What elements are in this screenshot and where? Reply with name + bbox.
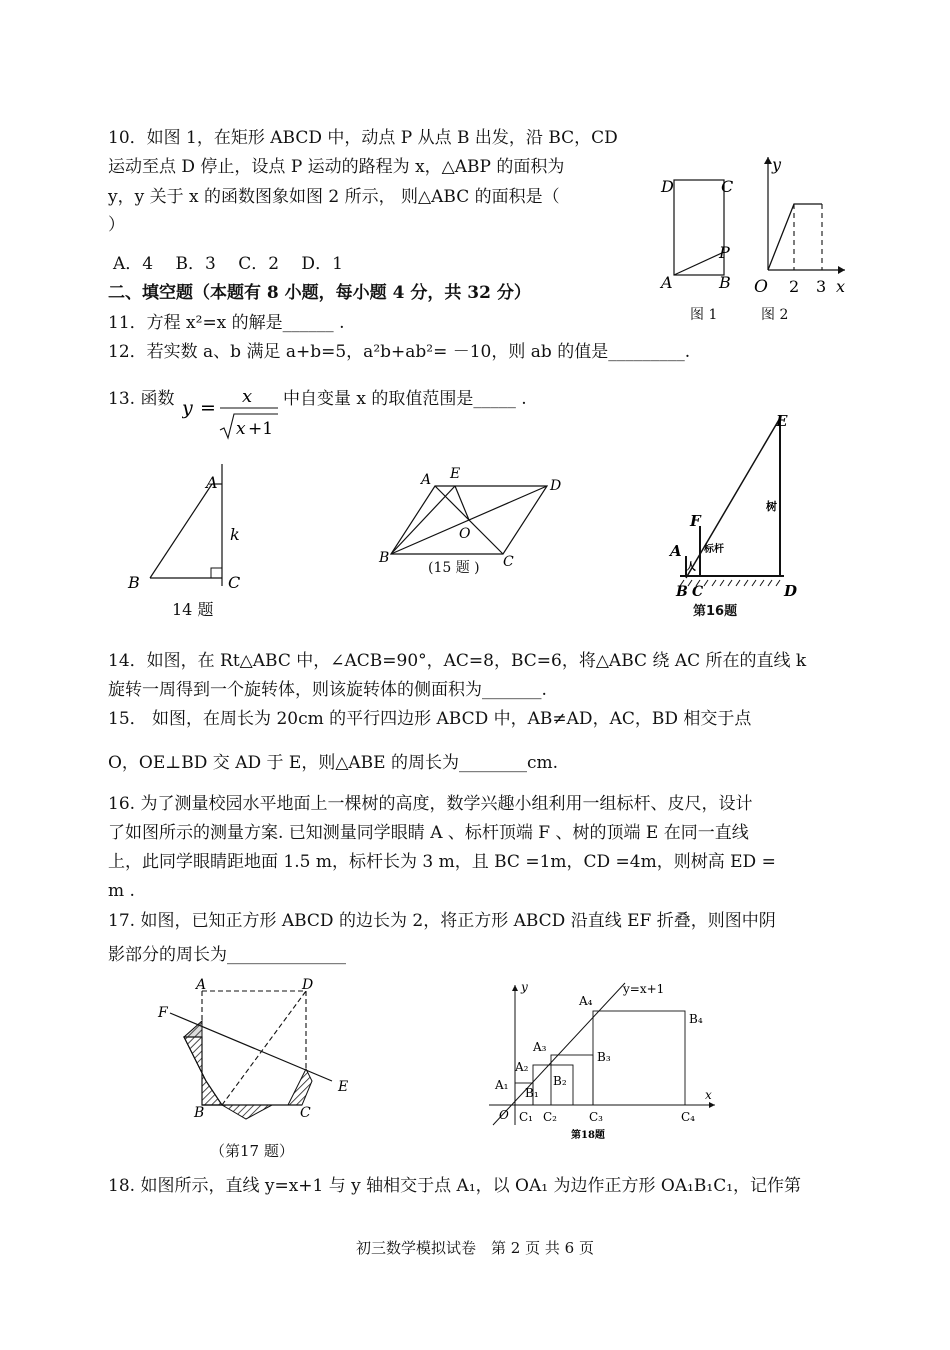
svg-text:=: = [200, 397, 216, 419]
fig15-parallelogram [375, 462, 575, 572]
fig18-label-c3: C₃ [589, 1110, 603, 1124]
fig16-label-person: 人 [686, 562, 696, 573]
fig2-label-x: x [836, 277, 846, 296]
fig15-label-d: D [550, 478, 562, 494]
fig14-label-c: C [228, 573, 241, 592]
fig16-label-tree: 树 [766, 500, 777, 513]
q10-line4: ） [108, 215, 125, 235]
fig18-squares-on-line [485, 975, 725, 1150]
fig15-caption: (15 题 ) [428, 560, 480, 576]
fig18-label-o: O [499, 1108, 509, 1122]
fig16-label-c: C [692, 584, 704, 600]
page-footer: 初三数学模拟试卷 第 2 页 共 6 页 [356, 1239, 594, 1257]
fig2-tick-2: 2 [789, 277, 800, 296]
fig14-caption: 14 题 [172, 600, 214, 619]
q13-formula [182, 384, 280, 442]
q16-line4: m . [108, 881, 135, 901]
fig16-label-f: F [690, 512, 701, 530]
section-2-heading: 二、填空题（本题有 8 小题，每小题 4 分，共 32 分） [108, 283, 531, 303]
fig18-caption: 第18题 [571, 1130, 605, 1141]
fig17-label-d: D [302, 977, 314, 993]
q18-line1: 18. 如图所示，直线 y=x+1 与 y 轴相交于点 A₁，以 OA₁ 为边作正方形 OA₁B₁C₁，记作第 [108, 1176, 802, 1196]
fig17-folded-square [150, 975, 365, 1125]
fig16-label-a: A [670, 542, 682, 560]
fig14-label-a: A [206, 473, 218, 492]
fig18-label-a1: A₁ [495, 1078, 509, 1092]
fig1-label-c: C [721, 177, 734, 196]
fig16-label-b: B [676, 584, 688, 600]
fig18-label-b4: B₄ [689, 1012, 703, 1026]
fig18-line-label: y=x+1 [623, 982, 665, 996]
fig2-caption: 图 2 [761, 307, 789, 323]
svg-text:x: x [242, 386, 253, 407]
fig18-label-b2: B₂ [553, 1074, 567, 1088]
q16-line3: 上，此同学眼睛距地面 1.5 m，标杆长为 3 m，且 BC =1m，CD =4m，则树高 ED = [108, 852, 776, 872]
fig15-label-c: C [503, 554, 514, 570]
q16-line1: 16. 为了测量校园水平地面上一棵树的高度，数学兴趣小组利用一组标杆、皮尺，设计 [108, 794, 753, 814]
fig15-label-e: E [450, 466, 461, 482]
fig15-label-b: B [379, 550, 390, 566]
fig18-label-a2: A₂ [515, 1060, 529, 1074]
fig15-label-a: A [421, 472, 432, 488]
fig1-label-d: D [661, 177, 674, 196]
svg-text:y: y [182, 397, 193, 419]
fig18-label-x: x [705, 1088, 712, 1102]
q16-line2: 了如图所示的测量方案. 已知测量同学眼睛 A 、标杆顶端 F 、树的顶端 E 在同一直线 [108, 823, 749, 843]
q10-line3: y，y 关于 x 的函数图象如图 2 所示， 则△ABC 的面积是（ [108, 187, 560, 207]
fig1-rectangle [655, 170, 750, 295]
fig16-label-d: D [784, 582, 798, 600]
fig18-label-b3: B₃ [597, 1050, 611, 1064]
fig18-label-c2: C₂ [543, 1110, 557, 1124]
q17-line1: 17. 如图，已知正方形 ABCD 的边长为 2，将正方形 ABCD 沿直线 EF 折叠，则图中阴 [108, 911, 776, 931]
fig16-label-pole: 标杆 [704, 544, 724, 555]
fig14-triangle [120, 462, 250, 592]
fig15-label-o: O [459, 526, 471, 542]
fig14-label-k: k [230, 525, 240, 544]
fig18-label-b1: B₁ [525, 1086, 539, 1100]
fig18-label-a3: A₃ [533, 1040, 547, 1054]
q10-options: A．4 B．3 C．2 D．1 [113, 254, 343, 274]
fig17-caption: （第17 题） [210, 1142, 294, 1160]
fig2-tick-3: 3 [816, 277, 827, 296]
fig17-label-c: C [300, 1105, 311, 1121]
q14-line1: 14．如图，在 Rt△ABC 中，∠ACB=90°，AC=8，BC=6，将△ABC 绕 AC 所在的直线 k [108, 651, 807, 671]
fig1-label-b: B [719, 273, 731, 292]
fig17-label-e: E [338, 1079, 349, 1095]
q17-line2: 影部分的周长为______________ [108, 945, 346, 965]
fig17-label-f: F [158, 1005, 168, 1021]
fig1-caption: 图 1 [690, 307, 718, 323]
fig18-label-c4: C₄ [681, 1110, 695, 1124]
fig18-label-c1: C₁ [519, 1110, 533, 1124]
fig17-label-a: A [196, 977, 207, 993]
q13-suffix: 中自变量 x 的取值范围是_____ . [283, 389, 527, 409]
q12: 12．若实数 a、b 满足 a+b=5，a²b+ab²= －10，则 ab 的值是_________. [108, 342, 691, 362]
fig1-label-p: P [719, 243, 730, 262]
svg-text:x: x [236, 419, 246, 439]
q15-line1: 15． 如图，在周长为 20cm 的平行四边形 ABCD 中，AB≠AD，AC，BD 相交于点 [108, 709, 752, 729]
q14-line2: 旋转一周得到一个旋转体，则该旋转体的侧面积为_______. [108, 680, 547, 700]
fig17-label-b: B [194, 1105, 205, 1121]
fig2-graph [750, 152, 850, 297]
fig2-label-o: O [754, 277, 768, 297]
fig14-label-b: B [128, 573, 140, 592]
q15-line2: O，OE⊥BD 交 AD 于 E，则△ABE 的周长为________cm. [108, 753, 559, 773]
q11: 11．方程 x²=x 的解是______ . [108, 313, 345, 333]
fig1-label-a: A [661, 273, 673, 292]
q10-line2: 运动至点 D 停止，设点 P 运动的路程为 x，△ABP 的面积为 [108, 157, 565, 177]
fig2-label-y: y [772, 155, 782, 174]
fig18-label-a4: A₄ [579, 994, 593, 1008]
q10-line1: 10．如图 1，在矩形 ABCD 中，动点 P 从点 B 出发，沿 BC，CD [108, 128, 618, 148]
fig16-label-e: E [776, 412, 788, 430]
fig18-label-y: y [521, 980, 528, 994]
svg-text:+1: +1 [248, 419, 274, 439]
q13-prefix: 13. 函数 [108, 389, 175, 409]
fig16-tree-measurement [662, 410, 812, 610]
fig16-caption: 第16题 [693, 604, 738, 619]
